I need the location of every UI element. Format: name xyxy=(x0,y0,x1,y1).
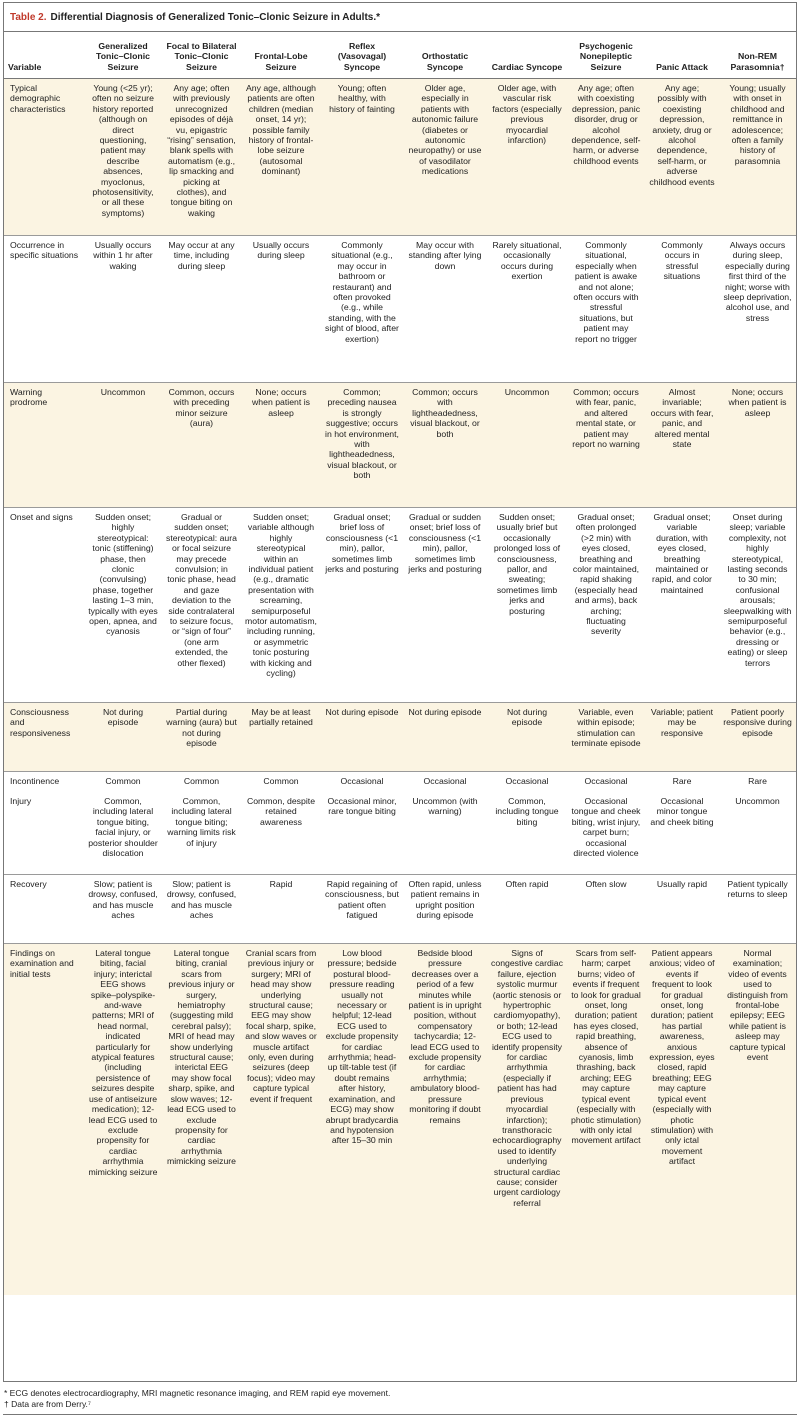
table-cell: Slow; patient is drowsy, confused, and has muscle aches xyxy=(162,875,241,944)
table-cell: May occur at any time, including during sleep xyxy=(162,236,241,383)
table-cell: Uncommon xyxy=(84,383,162,508)
table-row-consciousness xyxy=(4,703,796,772)
header-frontal-lobe-seizure: Frontal-Lobe Seizure xyxy=(241,32,321,79)
table-cell: Patient poorly responsive during episode xyxy=(719,703,796,772)
table-cell: Older age, especially in patients with autonomic failure (diabetes or autonomic neuropathy) or use of vasodilator medications xyxy=(403,79,487,236)
table-cell: Variable, even within episode; stimulation can terminate episode xyxy=(567,703,645,772)
table-title xyxy=(4,3,796,32)
header-reflex-syncope: Reflex (Vasovagal) Syncope xyxy=(321,32,403,79)
table-cell: None; occurs when patient is asleep xyxy=(241,383,321,508)
table-cell: Common xyxy=(263,776,299,786)
table-cell: Usually rapid xyxy=(645,875,719,944)
table-cell: May be at least partially retained xyxy=(241,703,321,772)
table-cell: Commonly occurs in stressful situations xyxy=(645,236,719,383)
table-cell: Occasional minor, rare tongue biting xyxy=(321,792,403,875)
header-variable: Variable xyxy=(4,32,84,79)
bottom-rule xyxy=(3,1414,797,1415)
header-focal-bilateral-seizure: Focal to Bilateral Tonic–Clonic Seizure xyxy=(162,32,241,79)
table-cell: None; occurs when patient is asleep xyxy=(719,383,796,508)
table-cell: Common; occurs with fear, panic, and altered mental state, or patient may report no warning xyxy=(567,383,645,508)
table-cell: Lateral tongue biting, cranial scars from previous injury or surgery, hemiatrophy (suggesting mild cerebral palsy); MRI of head may show underlying structural cause; interictal EEG may show focal sharp, spike, and slow waves; 12-lead ECG used to exclude propensity for cardiac arrhythmia mimicking seizure xyxy=(162,944,241,1296)
table-cell: Not during episode xyxy=(84,703,162,772)
row-label: Onset and signs xyxy=(4,508,84,703)
table-cell: Gradual onset; variable duration, with eyes closed, breathing maintained or rapid, and color maintained xyxy=(645,508,719,703)
row-label: Occurrence in specific situations xyxy=(4,236,84,383)
table-row-findings xyxy=(4,944,796,1296)
table-cell: Patient appears anxious; video of events if frequent to look for gradual onset, long duration; patient has partial awareness, anxious expression, eyes closed, rapid breathing; EEG may capture typical event (especially with photic stimulation) with only ictal movement artifact xyxy=(645,944,719,1296)
table-cell: Often slow xyxy=(567,875,645,944)
table-cell: Gradual or sudden onset; brief loss of consciousness (<1 min), pallor, sometimes limb jerks and posturing xyxy=(403,508,487,703)
table-cell: Rapid regaining of consciousness, but patient often fatigued xyxy=(321,875,403,944)
table-cell: Rapid xyxy=(241,875,321,944)
table-row-demographics xyxy=(4,79,796,236)
table-cell: Occasional tongue and cheek biting, wrist injury, carpet burn; occasional directed violence xyxy=(567,792,645,875)
table-cell: Gradual onset; often prolonged (>2 min) with eyes closed, breathing and color maintained, rapid shaking (especially head and arms), back arching; fluctuating severity xyxy=(567,508,645,703)
table-cell: Common, including lateral tongue biting, facial injury, or posterior shoulder dislocation xyxy=(84,792,162,875)
diagnosis-table xyxy=(4,32,796,1295)
table-cell: Sudden onset; usually brief but occasionally prolonged loss of consciousness, pallor, and sweating; sometimes limb jerks and posturing xyxy=(487,508,567,703)
table-cell: Usually occurs within 1 hr after waking xyxy=(84,236,162,383)
table-cell: Bedside blood pressure decreases over a period of a few minutes while patient is in upright position, without compensatory tachycardia; 12-lead ECG used to exclude propensity for cardiac arrhythmia; ambulatory blood-pressure monitoring if doubt remains xyxy=(403,944,487,1296)
row-label: Warning prodrome xyxy=(4,383,84,508)
header-panic-attack: Panic Attack xyxy=(645,32,719,79)
table-cell: Cranial scars from previous injury or surgery; MRI of head may show underlying structural cause; EEG may show focal sharp, spike, and slow waves or muscle artifact only, even during seizures (deep focus); video may capture typical event if frequent xyxy=(241,944,321,1296)
table-cell: Sudden onset; variable although highly stereotypical within an individual patient (e.g., dramatic presentation with screaming, semipurposeful motor automatism, including running, or asymmetric tonic posturing with kicking and cycling) xyxy=(241,508,321,703)
table-cell: Not during episode xyxy=(487,703,567,772)
table-cell: Often rapid, unless patient remains in upright position during episode xyxy=(403,875,487,944)
table-cell: Common; occurs with lightheadedness, visual blackout, or both xyxy=(403,383,487,508)
table-cell: Any age; possibly with coexisting depression, anxiety, drug or alcohol dependence, self-harm, or adverse childhood events xyxy=(645,79,719,236)
table-cell: Common xyxy=(183,776,220,786)
table-row-recovery xyxy=(4,875,796,944)
header-cardiac-syncope: Cardiac Syncope xyxy=(487,32,567,79)
table-cell: Rare xyxy=(672,776,692,786)
table-number: Table 2. xyxy=(10,11,47,23)
table-cell: Variable; patient may be responsive xyxy=(645,703,719,772)
table-cell: Any age; often with coexisting depression, panic disorder, drug or alcohol dependence, self-harm, or adverse childhood events xyxy=(567,79,645,236)
table-cell: Occasional xyxy=(423,776,467,786)
header-row xyxy=(4,32,796,79)
table-row-incontinence xyxy=(4,772,796,793)
table-cell: Normal examination; video of events used to distinguish from frontal-lobe epilepsy; EEG while patient is asleep may capture typical event xyxy=(719,944,796,1296)
table-cell: Young; often healthy, with history of fainting xyxy=(321,79,403,236)
table-cell: Common, including lateral tongue biting; warning limits risk of injury xyxy=(162,792,241,875)
table-cell: Rare xyxy=(748,776,767,786)
table-cell: Any age, although patients are often children (median onset, 14 yr); possible family history of frontal-lobe seizure (autosomal dominant) xyxy=(241,79,321,236)
table-cell: Patient typically returns to sleep xyxy=(719,875,796,944)
table-cell: Lateral tongue biting, facial injury; interictal EEG shows spike–polyspike-and-wave patterns; MRI of head normal, indicated particularly for atypical features (including persistence of seizures despite use of antiseizure medication); 12-lead ECG used to exclude propensity for cardiac arrhythmia mimicking seizure xyxy=(84,944,162,1296)
footnote-source: † Data are from Derry.⁷ xyxy=(4,1399,91,1409)
header-generalized-seizure: Generalized Tonic–Clonic Seizure xyxy=(84,32,162,79)
table-cell: Partial during warning (aura) but not during episode xyxy=(162,703,241,772)
table-cell: Commonly situational (e.g., may occur in bathroom or restaurant) and often provoked (e.g., while standing, with the sight of blood, after exertion) xyxy=(321,236,403,383)
row-label: Injury xyxy=(4,792,84,875)
row-label: Typical demographic characteristics xyxy=(4,79,84,236)
table-cell: Uncommon xyxy=(487,383,567,508)
table-row-injury xyxy=(4,792,796,875)
row-label: Consciousness and responsiveness xyxy=(4,703,84,772)
table-cell: Uncommon xyxy=(719,792,796,875)
table-cell: Occasional xyxy=(340,776,384,786)
table-cell: Signs of congestive cardiac failure, ejection systolic murmur (aortic stenosis or hypertrophic cardiomyopathy), or both; 12-lead ECG used to identify propensity for cardiac arrhythmia (especially if patient has had previous myocardial infarction); transthoracic echocardiography used to identify underlying structural cardiac cause; consider urgent cardiology referral xyxy=(487,944,567,1296)
table-cell: Rarely situational, occasionally occurs during exertion xyxy=(487,236,567,383)
table-cell: Common, including tongue biting xyxy=(487,792,567,875)
table-row-onset xyxy=(4,508,796,703)
table-row-warning xyxy=(4,383,796,508)
table-cell: Common; preceding nausea is strongly suggestive; occurs in hot environment, with lightheadedness, visual blackout, or both xyxy=(321,383,403,508)
row-label: Findings on examination and initial tests xyxy=(4,944,84,1296)
table-caption: Differential Diagnosis of Generalized Tonic–Clonic Seizure in Adults.* xyxy=(50,11,381,23)
table-cell: Common, occurs with preceding minor seizure (aura) xyxy=(162,383,241,508)
table-cell: Often rapid xyxy=(487,875,567,944)
table-cell: Not during episode xyxy=(403,703,487,772)
table-cell: Young; usually with onset in childhood and remittance in adolescence; often a family history of parasomnia xyxy=(719,79,796,236)
row-label: Recovery xyxy=(4,875,84,944)
table-cell: Usually occurs during sleep xyxy=(241,236,321,383)
table-cell: Young (<25 yr); often no seizure history reported (although on direct questioning, patient may describe absences, myoclonus, photosensitivity, or all these symptoms) xyxy=(84,79,162,236)
footnote-abbreviations: * ECG denotes electrocardiography, MRI magnetic resonance imaging, and REM rapid eye movement. xyxy=(4,1388,391,1398)
table-cell: Any age; often with previously unrecognized episodes of déjà vu, epigastric “rising” sensation, blank spells with automatism (e.g., lip smacking and picking at clothes), and tongue biting on waking xyxy=(162,79,241,236)
table-cell: Commonly situational, especially when patient is awake and not alone; often occurs with stressful situations, but patient may report no trigger xyxy=(567,236,645,383)
table-cell: Occasional xyxy=(505,776,549,786)
table-footnotes xyxy=(4,1388,390,1410)
table-cell: Common, despite retained awareness xyxy=(241,792,321,875)
table-cell: Occasional xyxy=(584,776,628,786)
row-label: Incontinence xyxy=(10,776,60,786)
table-cell: Scars from self-harm; carpet burns; video of events if frequent to look for gradual onset, long duration; patient has eyes closed, rapid breathing, absence of cyanosis, limb thrashing, back arching; EEG may capture typical event (especially with photic stimulation) with only ictal movement artifact xyxy=(567,944,645,1296)
header-parasomnia: Non-REM Parasomnia† xyxy=(719,32,796,79)
table-cell: Low blood pressure; bedside postural blood-pressure reading usually not necessary or helpful; 12-lead ECG used to exclude propensity for cardiac arrhythmia; head-up tilt-table test (if doubt remains after history, examination, and ECG) may show abrupt bradycardia and hypotension after 15–30 min xyxy=(321,944,403,1296)
table-cell: Almost invariable; occurs with fear, panic, and altered mental state xyxy=(645,383,719,508)
table-cell: Older age, with vascular risk factors (especially previous myocardial infarction) xyxy=(487,79,567,236)
table-frame xyxy=(3,2,797,1382)
table-cell: Uncommon (with warning) xyxy=(403,792,487,875)
table-cell: Gradual or sudden onset; stereotypical: aura or focal seizure may precede convulsion; in tonic phase, head and gaze deviation to the side contralateral to seizure focus, or “sign of four” (one arm extended, the other flexed) xyxy=(162,508,241,703)
header-psychogenic-seizure: Psychogenic Nonepileptic Seizure xyxy=(567,32,645,79)
table-cell: May occur with standing after lying down xyxy=(403,236,487,383)
table-cell: Onset during sleep; variable complexity, not highly stereotypical, lasting seconds to 30 min; confusional arousals; sleepwalking with semipurposeful behavior (e.g., dressing or eating) or sleep terrors xyxy=(719,508,796,703)
table-cell: Gradual onset; brief loss of consciousness (<1 min), pallor, sometimes limb jerks and posturing xyxy=(321,508,403,703)
table-cell: Common xyxy=(105,776,141,786)
table-row-occurrence xyxy=(4,236,796,383)
header-orthostatic-syncope: Orthostatic Syncope xyxy=(403,32,487,79)
table-cell: Slow; patient is drowsy, confused, and has muscle aches xyxy=(84,875,162,944)
table-cell: Not during episode xyxy=(321,703,403,772)
table-cell: Sudden onset; highly stereotypical: tonic (stiffening) phase, then clonic (convulsing) phase, together lasting 1–3 min, typically with eyes open, apnea, and cyanosis xyxy=(84,508,162,703)
table-cell: Always occurs during sleep, especially during first third of the night; worse with sleep deprivation, alcohol use, and stress xyxy=(719,236,796,383)
table-cell: Occasional minor tongue and cheek biting xyxy=(645,792,719,875)
